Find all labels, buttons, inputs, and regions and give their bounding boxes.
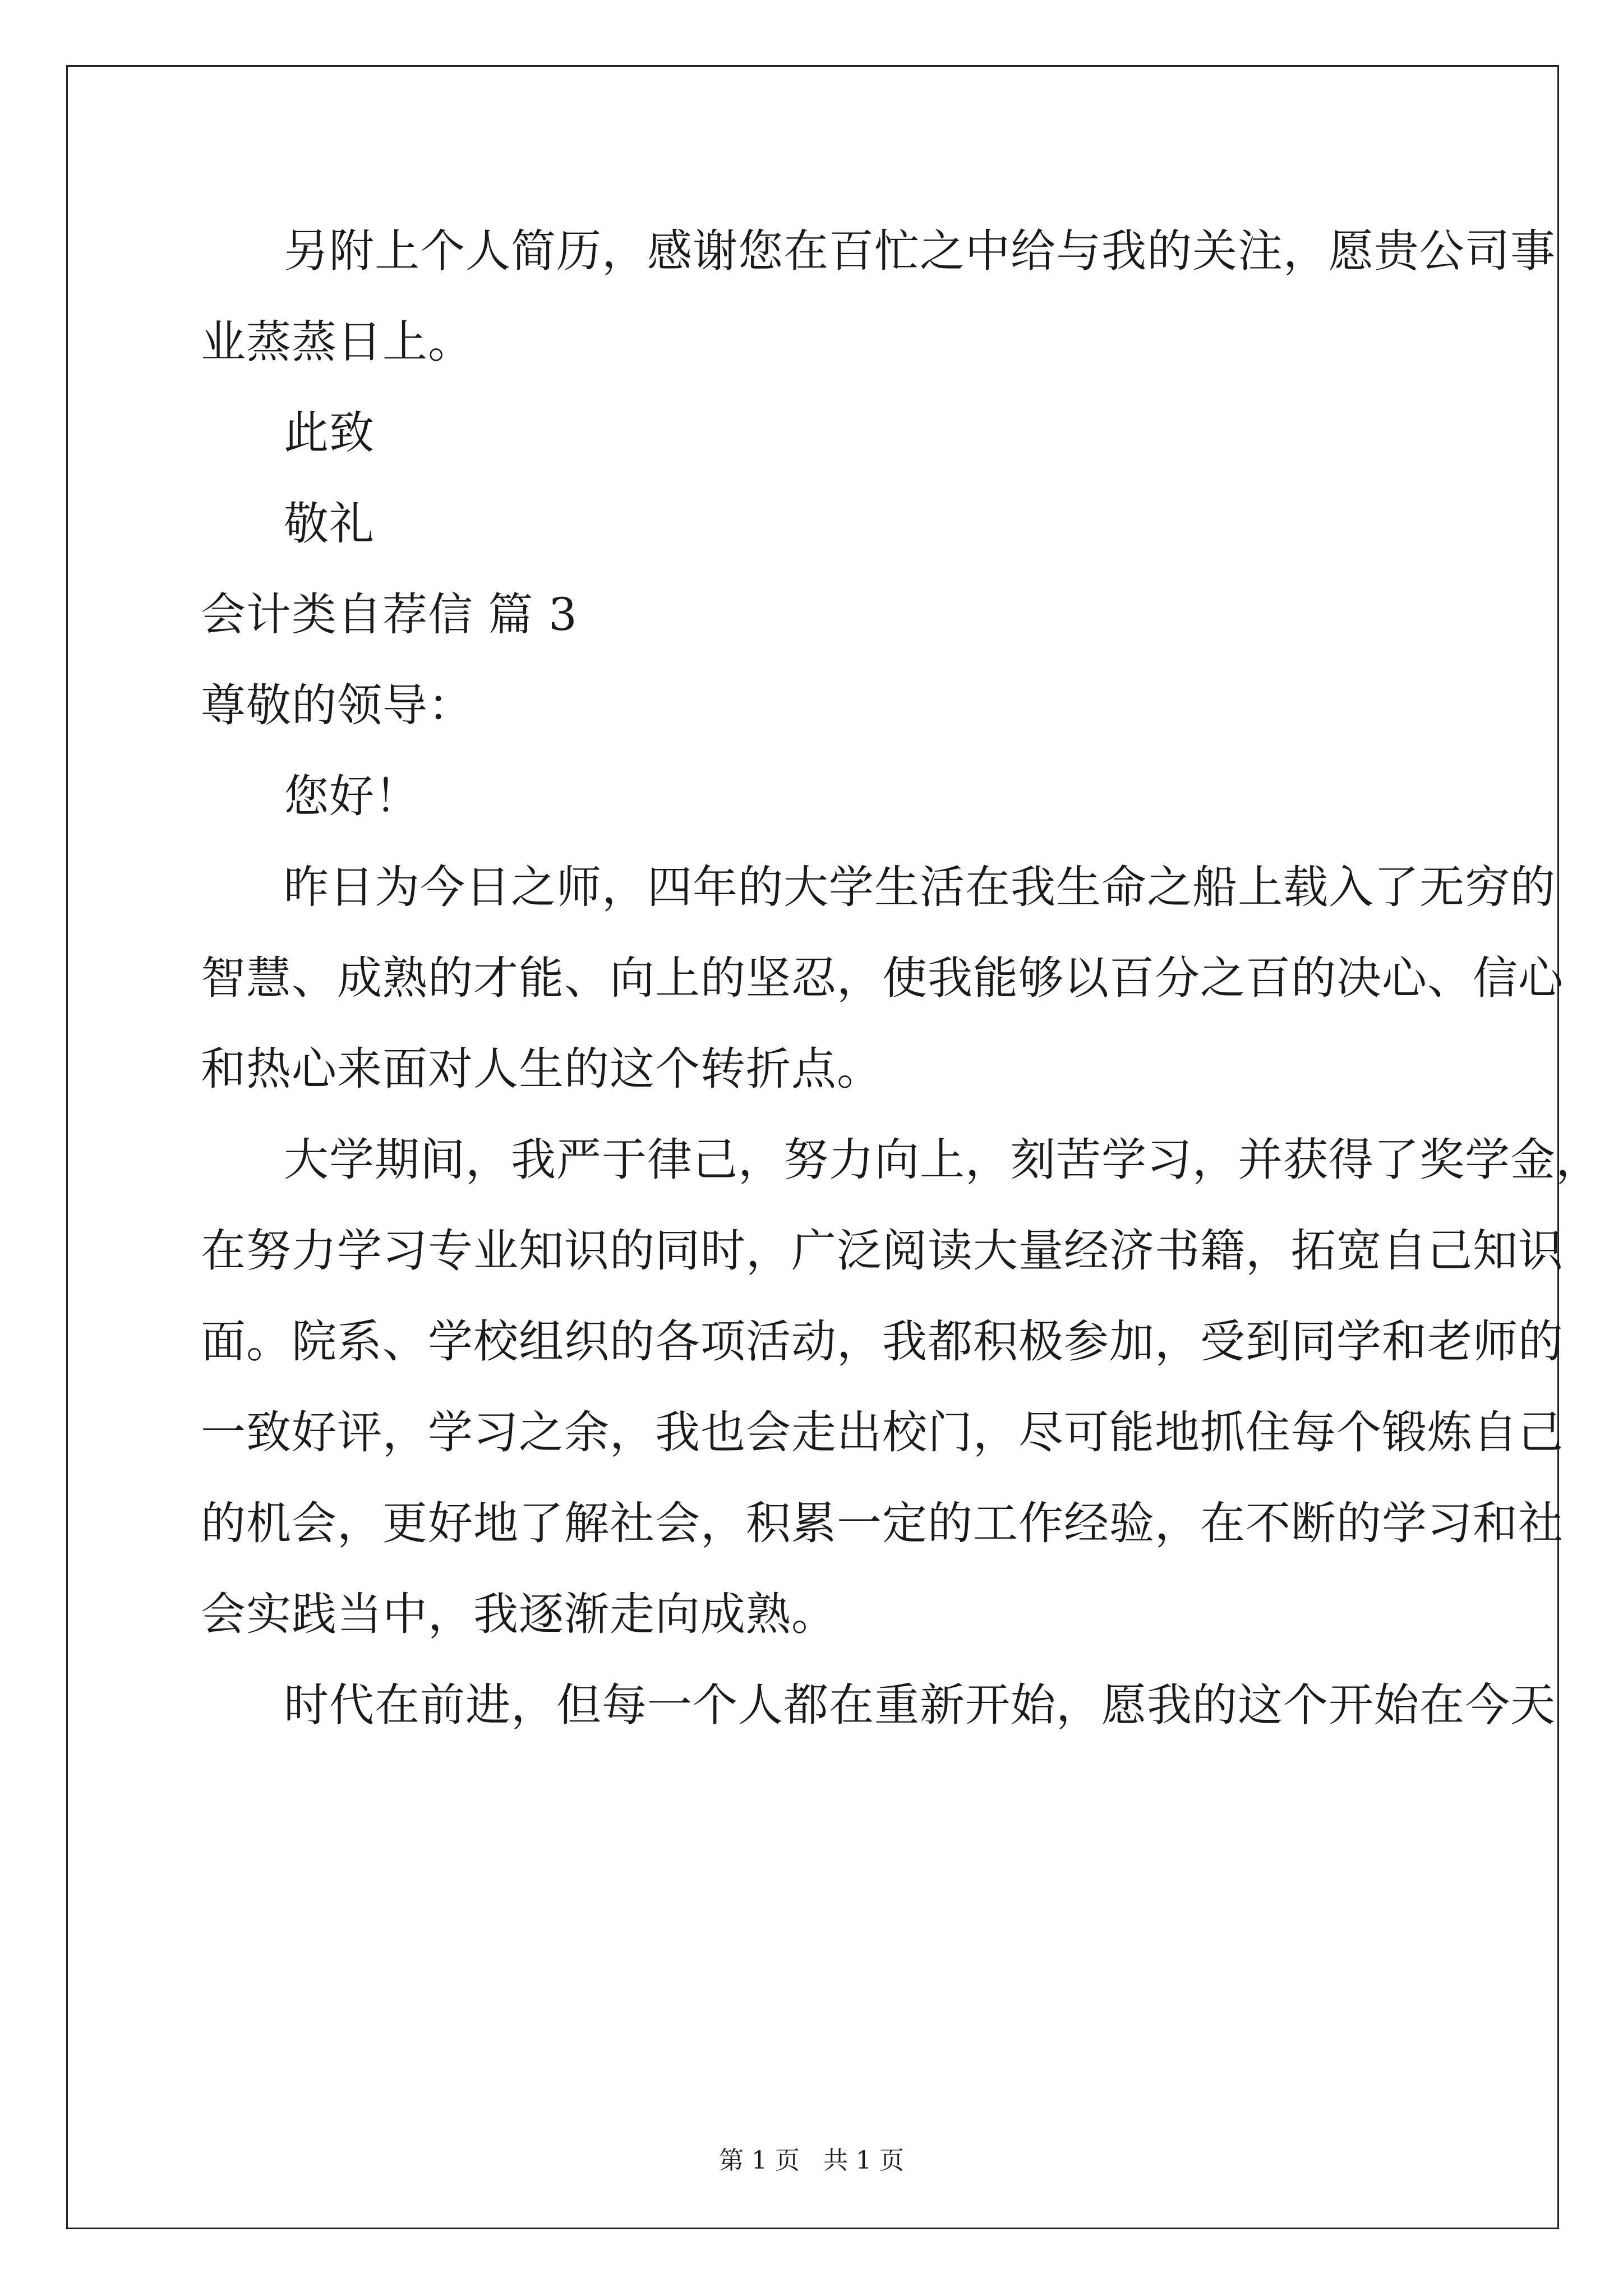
text-line: 会实践当中，我逐渐走向成熟。 <box>201 1588 837 1640</box>
text-line: 昨日为今日之师，四年的大学生活在我生命之船上载入了无穷的 <box>284 861 1556 913</box>
text-line: 的机会，更好地了解社会，积累一定的工作经验，在不断的学习和社 <box>201 1497 1564 1549</box>
text-line: 和热心来面对人生的这个转折点。 <box>201 1043 882 1095</box>
greeting: 您好！ <box>284 770 420 822</box>
text-line: 一致好评，学习之余，我也会走出校门，尽可能地抓住每个锻炼自己 <box>201 1406 1564 1458</box>
text-line: 大学期间，我严于律己，努力向上，刻苦学习，并获得了奖学金， <box>284 1134 1601 1186</box>
section-title: 会计类自荐信 篇 3 <box>201 588 578 641</box>
closing-salutation: 此致 <box>284 407 375 459</box>
text-line: 面。院系、学校组织的各项活动，我都积极参加，受到同学和老师的 <box>201 1315 1564 1368</box>
closing-regards: 敬礼 <box>284 498 375 550</box>
page-footer: 第 1 页 共 1 页 <box>719 2146 904 2175</box>
text-line: 在努力学习专业知识的同时，广泛阅读大量经济书籍，拓宽自己知识 <box>201 1225 1564 1277</box>
text-line: 业蒸蒸日上。 <box>201 316 473 368</box>
text-line: 时代在前进，但每一个人都在重新开始，愿我的这个开始在今天 <box>284 1679 1556 1731</box>
text-line: 另附上个人简历，感谢您在百忙之中给与我的关注，愿贵公司事 <box>284 225 1556 277</box>
text-line: 智慧、成熟的才能、向上的坚忍，使我能够以百分之百的决心、信心 <box>201 952 1564 1004</box>
greeting-addressee: 尊敬的领导： <box>201 679 473 731</box>
